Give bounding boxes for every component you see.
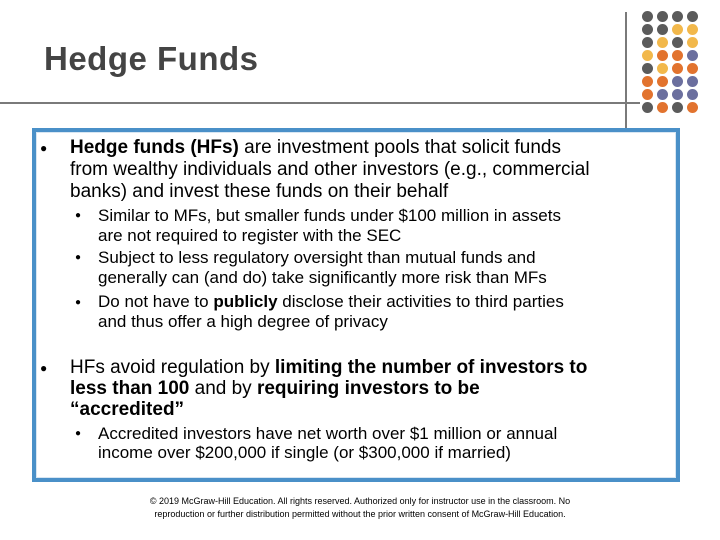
decorative-dot xyxy=(657,102,668,113)
sub-bullet-3-post: disclose their activities to third parties xyxy=(277,292,564,311)
bullet-2-bold-1: limiting the number of investors to xyxy=(274,357,588,378)
bullet-1-term: Hedge funds (HFs) xyxy=(70,137,239,158)
decorative-dot xyxy=(657,63,668,74)
bullet-marker: ● xyxy=(40,361,48,375)
decorative-dot xyxy=(672,24,683,35)
bullet-1-line-1 xyxy=(70,137,561,158)
decorative-dot xyxy=(642,89,653,100)
sub-bullet-marker: ● xyxy=(75,252,82,263)
decorative-dot xyxy=(672,76,683,87)
decorative-dot xyxy=(642,63,653,74)
decorative-dot xyxy=(687,24,698,35)
sub-bullet-4-line-2: income over $200,000 if single (or $300,000 if married) xyxy=(98,443,511,462)
sub-bullet-1-line-1: Similar to MFs, but smaller funds under $100 million in assets xyxy=(98,206,561,225)
decorative-dot xyxy=(672,37,683,48)
sub-bullet-marker: ● xyxy=(75,428,82,439)
bullet-2-line-3 xyxy=(70,399,184,420)
decorative-dot xyxy=(687,89,698,100)
decorative-dot xyxy=(672,63,683,74)
bullet-2-bold-4: “accredited” xyxy=(70,399,185,420)
bullet-2-bold-2: less than 100 xyxy=(70,378,190,399)
decorative-dot xyxy=(657,24,668,35)
decorative-dot xyxy=(657,50,668,61)
decorative-dot xyxy=(642,24,653,35)
bullet-2-bold-3: requiring investors to be xyxy=(256,378,480,399)
bullet-2-mid: and by xyxy=(189,378,257,399)
decorative-dot xyxy=(672,89,683,100)
bullet-2-line-1 xyxy=(70,357,587,378)
decorative-dot xyxy=(687,63,698,74)
sub-bullet-marker: ● xyxy=(75,297,82,308)
decorative-dot xyxy=(672,102,683,113)
copyright-footer-line-2: reproduction or further distribution permitted without the prior written consent of McGraw-Hill Education. xyxy=(154,509,566,519)
decorative-dot xyxy=(657,11,668,22)
decorative-dot xyxy=(687,102,698,113)
decorative-dot xyxy=(642,50,653,61)
bullet-2-line-2 xyxy=(70,378,480,399)
decorative-dot xyxy=(687,76,698,87)
decorative-dot xyxy=(687,11,698,22)
sub-bullet-4-line-1: Accredited investors have net worth over $1 million or annual xyxy=(98,424,558,443)
sub-bullet-marker: ● xyxy=(75,210,82,221)
sub-bullet-2-line-1: Subject to less regulatory oversight than mutual funds and xyxy=(98,248,536,267)
bullet-1-line-2: from wealthy individuals and other investors (e.g., commercial xyxy=(70,159,590,180)
sub-bullet-3-pre: Do not have to xyxy=(98,292,214,311)
decorative-dot xyxy=(642,102,653,113)
decorative-dot xyxy=(642,76,653,87)
decorative-dot xyxy=(657,37,668,48)
vertical-divider xyxy=(625,12,627,136)
sub-bullet-3-line-1 xyxy=(98,292,564,311)
decorative-dot-grid xyxy=(638,10,718,110)
decorative-dot xyxy=(657,76,668,87)
decorative-dot xyxy=(657,89,668,100)
copyright-footer-line-1: © 2019 McGraw-Hill Education. All rights reserved. Authorized only for instructor use in the classroom. No xyxy=(149,496,571,506)
decorative-dot xyxy=(687,50,698,61)
sub-bullet-3-bold: publicly xyxy=(213,292,278,311)
decorative-dot xyxy=(642,11,653,22)
title-divider xyxy=(0,102,640,104)
slide-title: Hedge Funds xyxy=(44,40,259,77)
decorative-dot xyxy=(672,11,683,22)
sub-bullet-2-line-2: generally can (and do) take significantly more risk than MFs xyxy=(98,268,547,287)
decorative-dot xyxy=(672,50,683,61)
decorative-dot xyxy=(642,37,653,48)
bullet-1-text-a: are investment pools that solicit funds xyxy=(238,137,561,158)
sub-bullet-1-line-2: are not required to register with the SEC xyxy=(98,226,402,245)
bullet-1-line-3: banks) and invest these funds on their behalf xyxy=(70,181,449,202)
bullet-2-pre: HFs avoid regulation by xyxy=(70,357,275,378)
decorative-dot xyxy=(687,37,698,48)
sub-bullet-3-line-2: and thus offer a high degree of privacy xyxy=(98,312,388,331)
bullet-marker: ● xyxy=(40,141,48,155)
